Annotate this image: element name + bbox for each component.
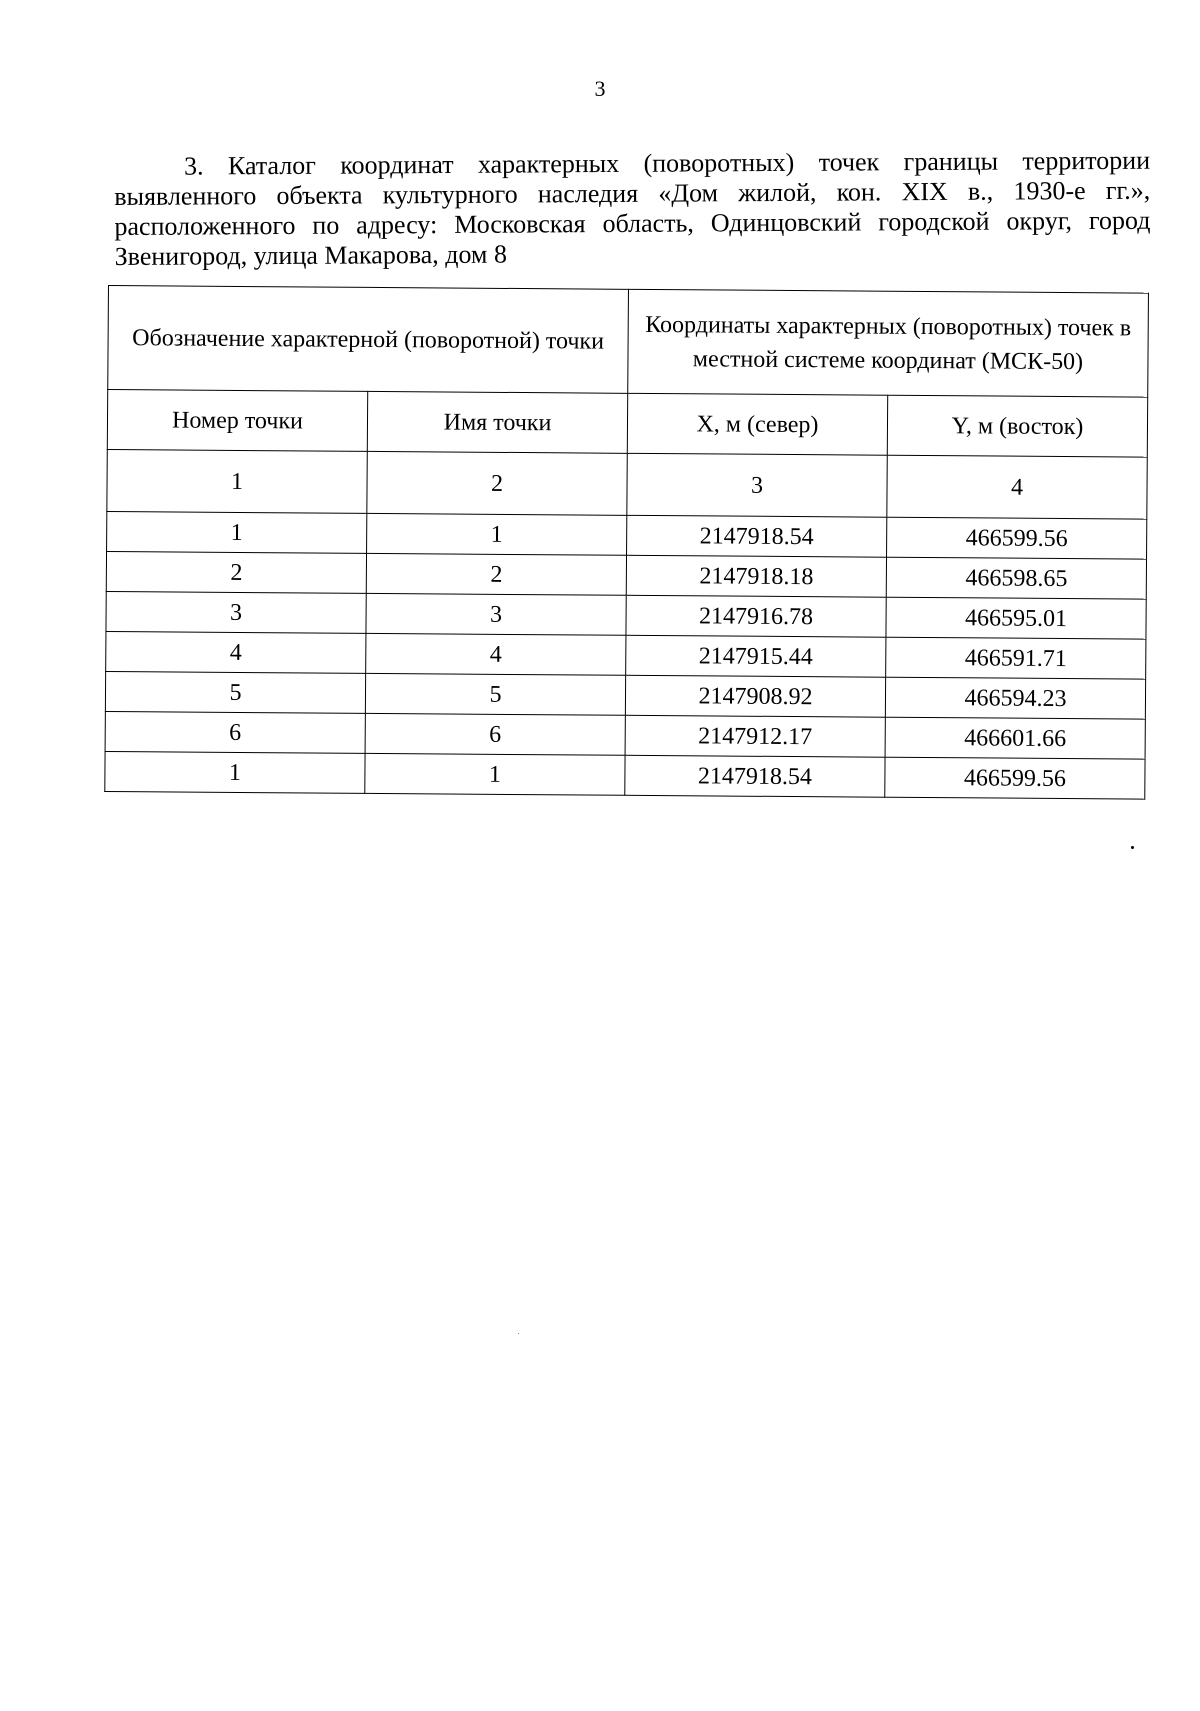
cell-point-name: 1 bbox=[365, 753, 625, 795]
coordinates-table bbox=[104, 285, 1149, 800]
cell-y: 466601.66 bbox=[885, 717, 1145, 759]
group-header-point-designation: Обозначение характерной (поворотной) точки bbox=[108, 286, 629, 394]
column-index-1: 1 bbox=[107, 449, 367, 513]
cell-point-number: 5 bbox=[105, 671, 365, 713]
cell-point-number: 1 bbox=[105, 751, 365, 793]
group-header-coordinates: Координаты характерных (поворотных) точек в местной системе координат (МСК-50) bbox=[628, 289, 1149, 397]
column-index-4: 4 bbox=[887, 455, 1147, 519]
scan-speck bbox=[518, 1333, 519, 1334]
cell-y: 466599.56 bbox=[887, 517, 1147, 559]
cell-point-number: 1 bbox=[107, 511, 367, 553]
cell-x: 2147908.92 bbox=[625, 675, 885, 717]
cell-point-name: 3 bbox=[366, 593, 626, 635]
cell-point-number: 3 bbox=[106, 591, 366, 633]
cell-point-number: 6 bbox=[105, 711, 365, 753]
cell-point-number: 2 bbox=[106, 551, 366, 593]
cell-y: 466591.71 bbox=[886, 637, 1146, 679]
cell-point-name: 2 bbox=[366, 553, 626, 595]
cell-x: 2147912.17 bbox=[625, 715, 885, 757]
cell-y: 466594.23 bbox=[885, 677, 1145, 719]
column-header-point-number: Номер точки bbox=[107, 390, 367, 452]
cell-x: 2147918.18 bbox=[626, 555, 886, 597]
cell-point-name: 4 bbox=[366, 633, 626, 675]
cell-x: 2147915.44 bbox=[626, 635, 886, 677]
coordinates-table-wrapper bbox=[104, 285, 1148, 800]
page-number: 3 bbox=[594, 76, 606, 101]
cell-y: 466598.65 bbox=[886, 557, 1146, 599]
catalog-description: 3. Каталог координат характерных (поворотных) точек границы территории выявленного объекта культурного наследия «Дом жилой, кон. XIX в., 1930-е гг.», расположенного по адресу: Московская область, Одинцовский городской округ, город Звенигород, улица Макарова, дом 8 bbox=[114, 145, 1151, 271]
cell-x: 2147916.78 bbox=[626, 595, 886, 637]
column-index-2: 2 bbox=[367, 451, 627, 515]
cell-point-name: 5 bbox=[365, 673, 625, 715]
cell-y: 466595.01 bbox=[886, 597, 1146, 639]
table-row bbox=[105, 751, 1145, 799]
cell-x: 2147918.54 bbox=[625, 755, 885, 797]
column-header-y-east: Y, м (восток) bbox=[887, 395, 1147, 457]
cell-x: 2147918.54 bbox=[627, 515, 887, 557]
column-index-3: 3 bbox=[627, 453, 887, 517]
column-header-x-north: X, м (север) bbox=[627, 393, 887, 455]
column-header-point-name: Имя точки bbox=[367, 391, 627, 453]
cell-point-name: 1 bbox=[367, 513, 627, 555]
cell-point-name: 6 bbox=[365, 713, 625, 755]
cell-point-number: 4 bbox=[106, 631, 366, 673]
cell-y: 466599.56 bbox=[885, 757, 1145, 799]
scan-dot bbox=[1131, 846, 1134, 849]
